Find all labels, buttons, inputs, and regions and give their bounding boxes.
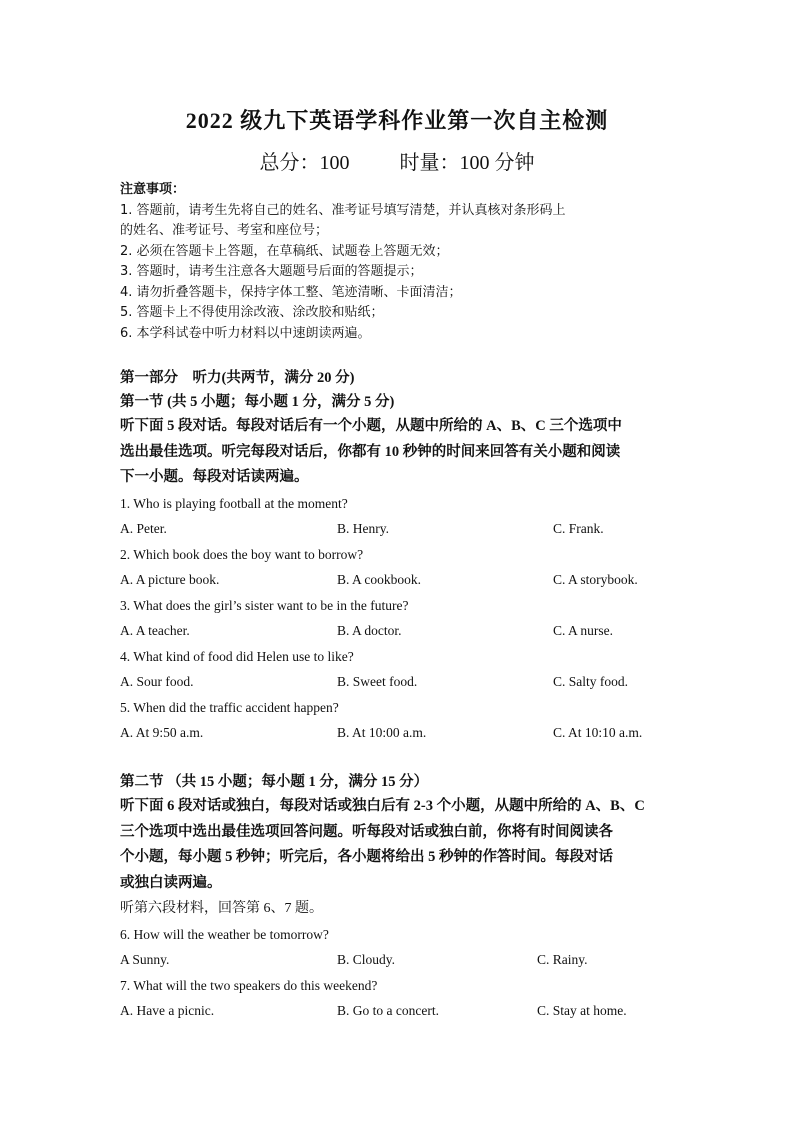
note-item: 5. 答题卡上不得使用涂改液、涂改胶和贴纸； <box>120 305 384 320</box>
instruction-line: 听下面 6 段对话或独白，每段对话或独白后有 2-3 个小题，从题中所给的 A、B、C <box>120 798 645 814</box>
section1-instructions <box>120 414 710 491</box>
note-item: 1. 答题前，请考生先将自己的姓名、准考证号填写清楚，并认真核对条形码上 <box>120 202 566 218</box>
instruction-line: 三个选项中选出最佳选项回答问题。听每段对话或独白前，你将有时间阅读各 <box>120 823 613 840</box>
material-note: 听第六段材料，回答第 6、7 题。 <box>120 901 323 916</box>
option-a: A. At 9:50 a.m. <box>120 725 204 740</box>
part1-section1 <box>120 366 710 746</box>
section2-heading: 第二节 （共 15 小题；每小题 1 分，满分 15 分） <box>120 774 429 790</box>
question-7: 7. What will the two speakers do this weekend? <box>120 977 378 993</box>
option-a: A. A teacher. <box>120 623 190 638</box>
option-a: A. Sour food. <box>120 674 194 689</box>
option-c: C. A storybook. <box>553 572 638 587</box>
option-c: C. A nurse. <box>553 623 614 638</box>
option-c: C. At 10:10 a.m. <box>553 725 643 740</box>
options-7 <box>120 998 710 1024</box>
option-c: C. Rainy. <box>537 952 588 967</box>
notes-section <box>120 180 700 344</box>
option-b: B. Sweet food. <box>337 674 418 689</box>
option-a: A. Have a picnic. <box>120 1003 215 1018</box>
instruction-line: 个小题，每小题 5 秒钟；听完后，各小题将给出 5 秒钟的作答时间。每段对话 <box>120 849 613 865</box>
option-b: B. A doctor. <box>337 623 402 638</box>
instruction-line: 下一小题。每段对话读两遍。 <box>120 469 309 485</box>
time-limit: 时量：100 分钟 <box>399 152 535 174</box>
note-item: 6. 本学科试卷中听力材料以中速朗读两遍。 <box>120 325 371 341</box>
option-a: A. A picture book. <box>120 572 220 587</box>
note-item: 4. 请勿折叠答题卡，保持字体工整、笔迹清晰、卡面清洁； <box>120 284 462 300</box>
option-b: B. At 10:00 a.m. <box>337 725 427 740</box>
option-c: C. Stay at home. <box>537 1003 627 1018</box>
option-c: C. Frank. <box>553 521 604 536</box>
note-item: 3. 答题时，请考生注意各大题题号后面的答题提示； <box>120 264 423 279</box>
question-3: 3. What does the girl’s sister want to be in the future? <box>120 597 409 613</box>
instruction-line: 或独白读两遍。 <box>120 874 222 891</box>
part1-section2 <box>120 770 710 1024</box>
section1-heading: 第一节 (共 5 小题；每小题 1 分，满分 5 分) <box>120 394 395 410</box>
question-1: 1. Who is playing football at the moment? <box>120 495 348 511</box>
option-a: A Sunny. <box>120 952 170 967</box>
option-b: B. Cloudy. <box>337 952 396 967</box>
option-a: A. Peter. <box>120 521 167 536</box>
question-2: 2. Which book does the boy want to borrow? <box>120 546 364 562</box>
question-5: 5. When did the traffic accident happen? <box>120 699 339 715</box>
instruction-line: 选出最佳选项。听完每段对话后，你都有 10 秒钟的时间来回答有关小题和阅读 <box>120 443 621 460</box>
exam-title: 2022 级九下英语学科作业第一次自主检测 <box>185 108 609 133</box>
question-4: 4. What kind of food did Helen use to like? <box>120 648 354 664</box>
note-item: 2. 必须在答题卡上答题，在草稿纸、试题卷上答题无效； <box>120 243 449 259</box>
total-score: 总分：100 <box>259 152 350 174</box>
section2-instructions <box>120 794 710 896</box>
instruction-line: 听下面 5 段对话。每段对话后有一个小题，从题中所给的 A、B、C 三个选项中 <box>120 418 622 434</box>
note-item: 的姓名、准考证号、考室和座位号； <box>120 223 329 238</box>
options-2 <box>120 567 710 593</box>
option-b: B. Henry. <box>337 521 389 536</box>
question-6: 6. How will the weather be tomorrow? <box>120 926 329 942</box>
notes-heading: 注意事项： <box>120 182 186 197</box>
option-b: B. Go to a concert. <box>337 1003 439 1018</box>
option-c: C. Salty food. <box>553 674 629 689</box>
options-6 <box>120 947 710 973</box>
options-4 <box>120 669 710 695</box>
part1-heading: 第一部分 听力(共两节，满分 20 分) <box>120 370 355 386</box>
exam-subtitle <box>0 146 794 175</box>
options-3 <box>120 618 710 644</box>
option-b: B. A cookbook. <box>337 572 422 587</box>
options-1 <box>120 516 710 542</box>
options-5 <box>120 720 710 746</box>
